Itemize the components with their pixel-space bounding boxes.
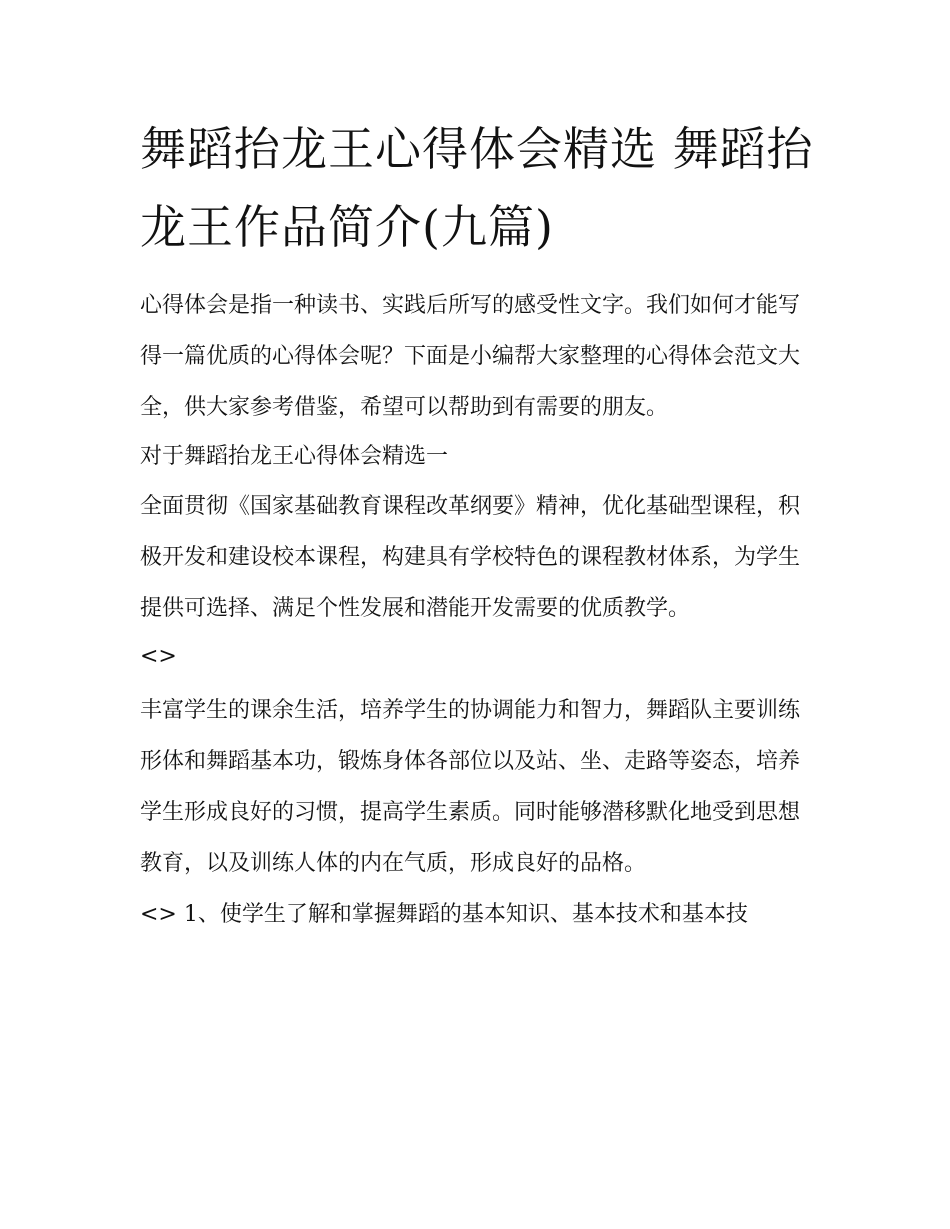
section-heading: 对于舞蹈抬龙王心得体会精选一 [140, 444, 449, 469]
document-page [140, 110, 815, 940]
placeholder-marker: <> [140, 644, 177, 669]
document-body [140, 280, 815, 940]
body-paragraph: 丰富学生的课余生活，培养学生的协调能力和智力，舞蹈队主要训练形体和舞蹈基本功，锻炼身体各部位以及站、坐、走路等姿态，培养学生形成良好的习惯，提高学生素质。同时能够潜移默化地受到思想教育，以及训练人体的内在气质，形成良好的品格。 [140, 698, 801, 876]
intro-paragraph: 心得体会是指一种读书、实践后所写的感受性文字。我们如何才能写得一篇优质的心得体会呢？下面是小编帮大家整理的心得体会范文大全，供大家参考借鉴，希望可以帮助到有需要的朋友。 [140, 293, 801, 420]
list-item: <> 1、使学生了解和掌握舞蹈的基本知识、基本技术和基本技 [140, 902, 748, 927]
document-title: 舞蹈抬龙王心得体会精选 舞蹈抬龙王作品简介(九篇) [140, 122, 814, 254]
body-paragraph: 全面贯彻《国家基础教育课程改革纲要》精神，优化基础型课程，积极开发和建设校本课程，构建具有学校特色的课程教材体系，为学生提供可选择、满足个性发展和潜能开发需要的优质教学。 [140, 494, 801, 621]
